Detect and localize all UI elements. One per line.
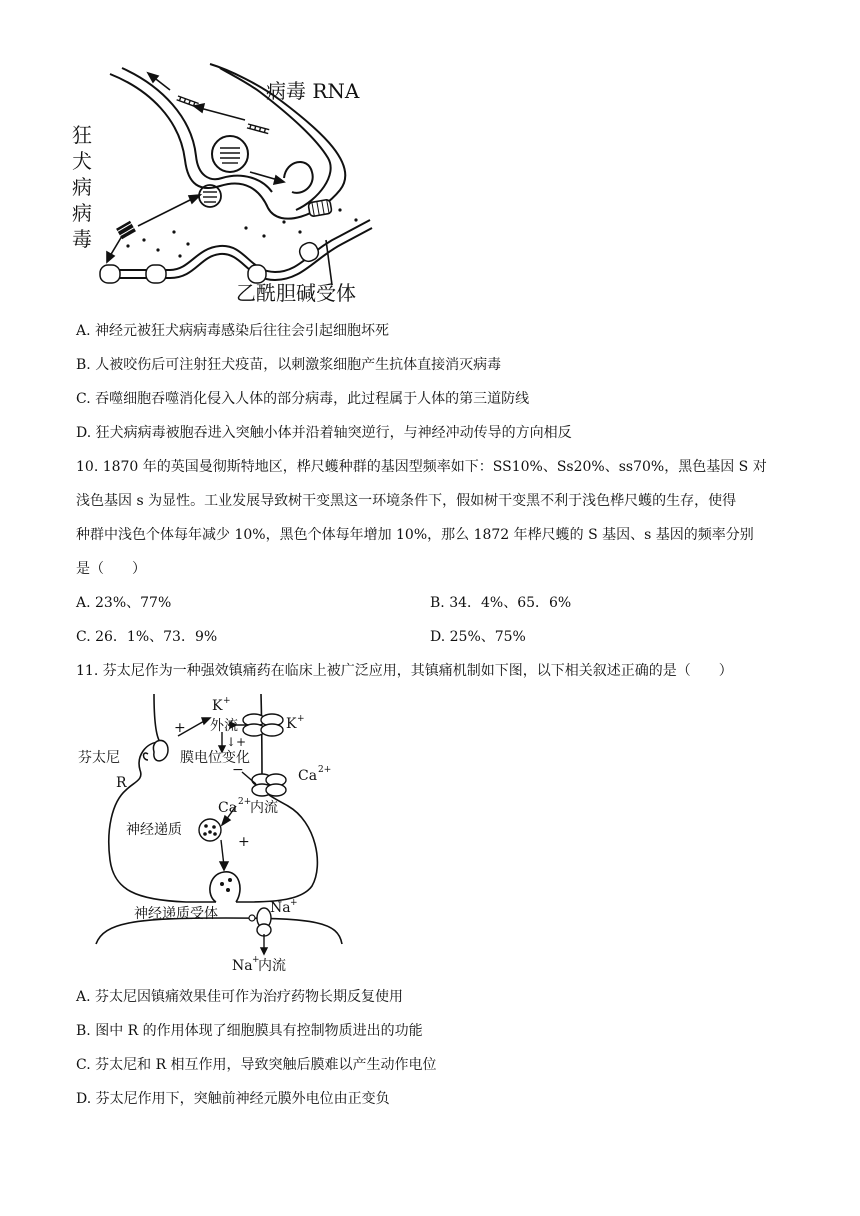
q10-option-c: C. 26．1%、73．9% bbox=[76, 629, 218, 645]
fig2-k-top-sup: + bbox=[223, 696, 231, 706]
q11-option-d: D. 芬太尼作用下，突触前神经元膜外电位由正变负 bbox=[76, 1091, 390, 1107]
fig2-plus-2: + bbox=[238, 834, 250, 850]
fig2-k-right: K bbox=[286, 716, 297, 732]
fig2-ca-inflow-ion: Ca bbox=[218, 800, 238, 816]
q9-option-c: C. 吞噬细胞吞噬消化侵入人体的部分病毒，此过程属于人体的第三道防线 bbox=[76, 391, 530, 407]
fig2-minus: − bbox=[232, 762, 244, 778]
fig2-na-inflow-ion: Na bbox=[232, 958, 253, 974]
q10-stem-line1: 10. 1870 年的英国曼彻斯特地区，桦尺蠖种群的基因型频率如下：SS10%、Ss20%、ss70%，黑色基因 S 对 bbox=[76, 459, 767, 475]
q10-stem-line3: 种群中浅色个体每年减少 10%，黑色个体每年增加 10%，那么 1872 年桦尺蠖的 S 基因、s 基因的频率分别 bbox=[76, 527, 754, 543]
fig2-neurotransmitter: 神经递质 bbox=[126, 822, 182, 838]
q10-option-a: A. 23%、77% bbox=[76, 595, 172, 611]
q11-option-a: A. 芬太尼因镇痛效果佳可作为治疗药物长期反复使用 bbox=[76, 989, 404, 1005]
fig2-ca-label: Ca bbox=[298, 768, 318, 784]
fig2-r-label: R bbox=[116, 775, 127, 791]
q10-option-b: B. 34．4%、65．6% bbox=[430, 595, 572, 611]
q11-option-c: C. 芬太尼和 R 相互作用，导致突触后膜难以产生动作电位 bbox=[76, 1057, 437, 1073]
q10-stem-line4: 是（ ） bbox=[76, 561, 146, 577]
q10-option-d: D. 25%、75% bbox=[430, 629, 526, 645]
label-virus-rna: 病毒 RNA bbox=[266, 79, 360, 103]
q11-stem: 11. 芬太尼作为一种强效镇痛药在临床上被广泛应用，其镇痛机制如下图，以下相关叙述正确的是（ ） bbox=[76, 663, 733, 679]
fig2-receptor: 神经递质受体 bbox=[134, 906, 218, 922]
label-rabies-char-3: 病 bbox=[72, 175, 92, 199]
fig2-na-inflow-sup: + bbox=[252, 955, 260, 965]
label-rabies-char-5: 毒 bbox=[72, 227, 92, 251]
fig2-plus-1: + bbox=[174, 720, 186, 736]
q9-option-d: D. 狂犬病病毒被胞吞进入突触小体并沿着轴突逆行，与神经冲动传导的方向相反 bbox=[76, 425, 572, 441]
fig2-membrane-change: 膜电位变化 bbox=[180, 750, 250, 766]
q9-option-a: A. 神经元被狂犬病病毒感染后往往会引起细胞坏死 bbox=[76, 323, 390, 339]
fig2-na-label: Na bbox=[270, 900, 291, 916]
figure-fentanyl-mechanism bbox=[76, 690, 376, 975]
fig2-k-right-sup: + bbox=[297, 714, 305, 724]
fig2-na-inflow: 内流 bbox=[258, 958, 286, 974]
figure-rabies-synapse bbox=[70, 60, 410, 310]
q11-option-b: B. 图中 R 的作用体现了细胞膜具有控制物质进出的功能 bbox=[76, 1023, 423, 1039]
fig2-na-sup: + bbox=[290, 898, 298, 908]
fig2-plus-arrow: ↓+ bbox=[226, 735, 247, 749]
label-ach-receptor: 乙酰胆碱受体 bbox=[236, 281, 356, 305]
fig2-ca-inflow-sup: 2+ bbox=[238, 797, 252, 807]
fig2-fentanyl: 芬太尼 bbox=[78, 750, 120, 766]
label-rabies-char-2: 犬 bbox=[72, 149, 92, 173]
q9-option-b: B. 人被咬伤后可注射狂犬疫苗，以刺激浆细胞产生抗体直接消灭病毒 bbox=[76, 357, 502, 373]
fig2-outflow: 外流 bbox=[210, 718, 238, 734]
fig2-k-top: K bbox=[212, 698, 223, 714]
label-rabies-char-4: 病 bbox=[72, 201, 92, 225]
fig2-ca-inflow: 内流 bbox=[250, 800, 278, 816]
fig2-ca-sup: 2+ bbox=[318, 765, 332, 775]
q10-stem-line2: 浅色基因 s 为显性。工业发展导致树干变黑这一环境条件下，假如树干变黑不利于浅色桦尺蠖的生存，使得 bbox=[76, 493, 737, 509]
label-rabies-char-1: 狂 bbox=[72, 123, 92, 147]
